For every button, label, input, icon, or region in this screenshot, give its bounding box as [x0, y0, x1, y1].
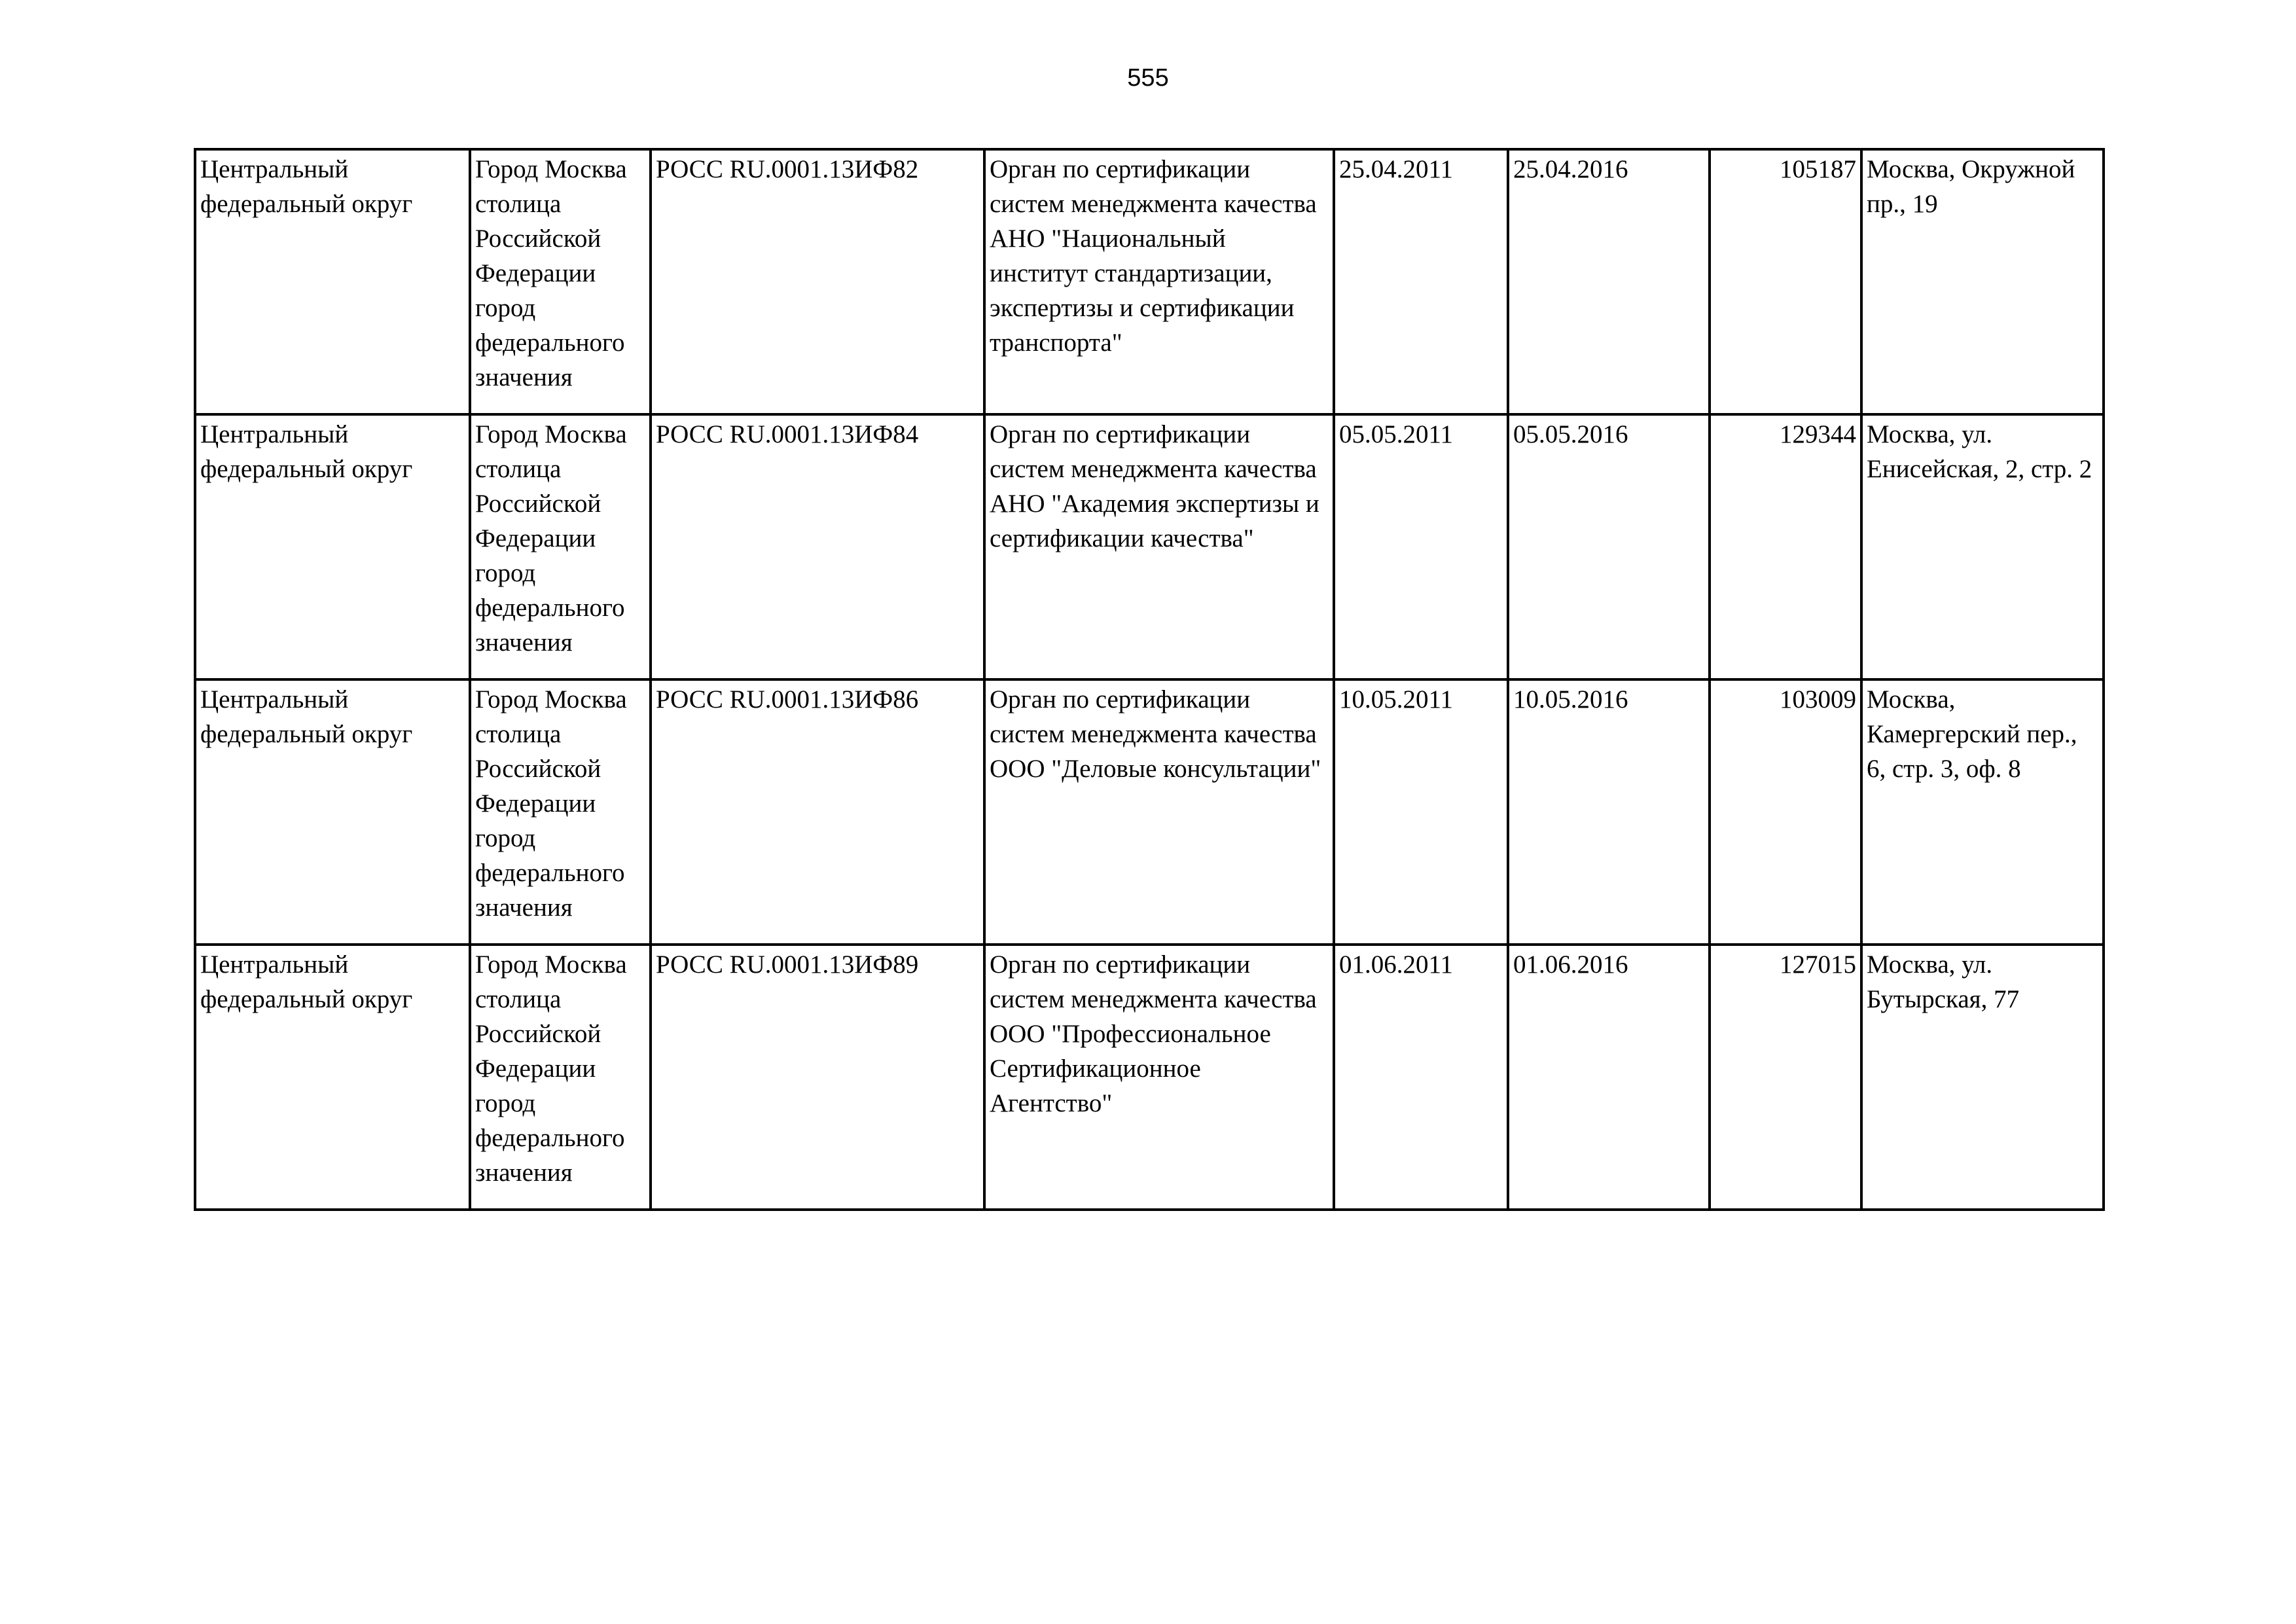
organization-cell: Орган по сертификации систем менеджмента качества АНО "Национальный институт стандартизации, экспертизы и сертификации транспорта" [984, 149, 1334, 414]
organization-cell: Орган по сертификации систем менеджмента качества АНО "Академия экспертизы и сертификации качества" [984, 414, 1334, 679]
region-cell: Город Москва столица Российской Федерации город федерального значения [470, 679, 651, 945]
date-start-cell: 25.04.2011 [1334, 149, 1508, 414]
date-start-cell: 05.05.2011 [1334, 414, 1508, 679]
table-row [195, 945, 2104, 1210]
date-start-cell: 10.05.2011 [1334, 679, 1508, 945]
postal-code-cell: 129344 [1710, 414, 1861, 679]
date-end-cell: 05.05.2016 [1508, 414, 1710, 679]
reg-number-cell: РОСС RU.0001.13ИФ89 [651, 945, 984, 1210]
address-cell: Москва, Камергерский пер., 6, стр. 3, оф. 8 [1861, 679, 2104, 945]
date-end-cell: 25.04.2016 [1508, 149, 1710, 414]
organization-cell: Орган по сертификации систем менеджмента качества ООО "Деловые консультации" [984, 679, 1334, 945]
district-cell: Центральный федеральный округ [195, 945, 470, 1210]
organization-cell: Орган по сертификации систем менеджмента качества ООО "Профессиональное Сертификационное Агентство" [984, 945, 1334, 1210]
reg-number-cell: РОСС RU.0001.13ИФ84 [651, 414, 984, 679]
date-start-cell: 01.06.2011 [1334, 945, 1508, 1210]
table-row [195, 149, 2104, 414]
date-end-cell: 01.06.2016 [1508, 945, 1710, 1210]
date-end-cell: 10.05.2016 [1508, 679, 1710, 945]
postal-code-cell: 103009 [1710, 679, 1861, 945]
reg-number-cell: РОСС RU.0001.13ИФ86 [651, 679, 984, 945]
district-cell: Центральный федеральный округ [195, 414, 470, 679]
district-cell: Центральный федеральный округ [195, 679, 470, 945]
region-cell: Город Москва столица Российской Федерации город федерального значения [470, 414, 651, 679]
certification-bodies-table [194, 148, 2105, 1211]
region-cell: Город Москва столица Российской Федерации город федерального значения [470, 149, 651, 414]
reg-number-cell: РОСС RU.0001.13ИФ82 [651, 149, 984, 414]
table-row [195, 414, 2104, 679]
table-row [195, 679, 2104, 945]
page-number: 555 [1127, 64, 1169, 92]
postal-code-cell: 127015 [1710, 945, 1861, 1210]
postal-code-cell: 105187 [1710, 149, 1861, 414]
district-cell: Центральный федеральный округ [195, 149, 470, 414]
address-cell: Москва, ул. Бутырская, 77 [1861, 945, 2104, 1210]
region-cell: Город Москва столица Российской Федерации город федерального значения [470, 945, 651, 1210]
address-cell: Москва, ул. Енисейская, 2, стр. 2 [1861, 414, 2104, 679]
address-cell: Москва, Окружной пр., 19 [1861, 149, 2104, 414]
